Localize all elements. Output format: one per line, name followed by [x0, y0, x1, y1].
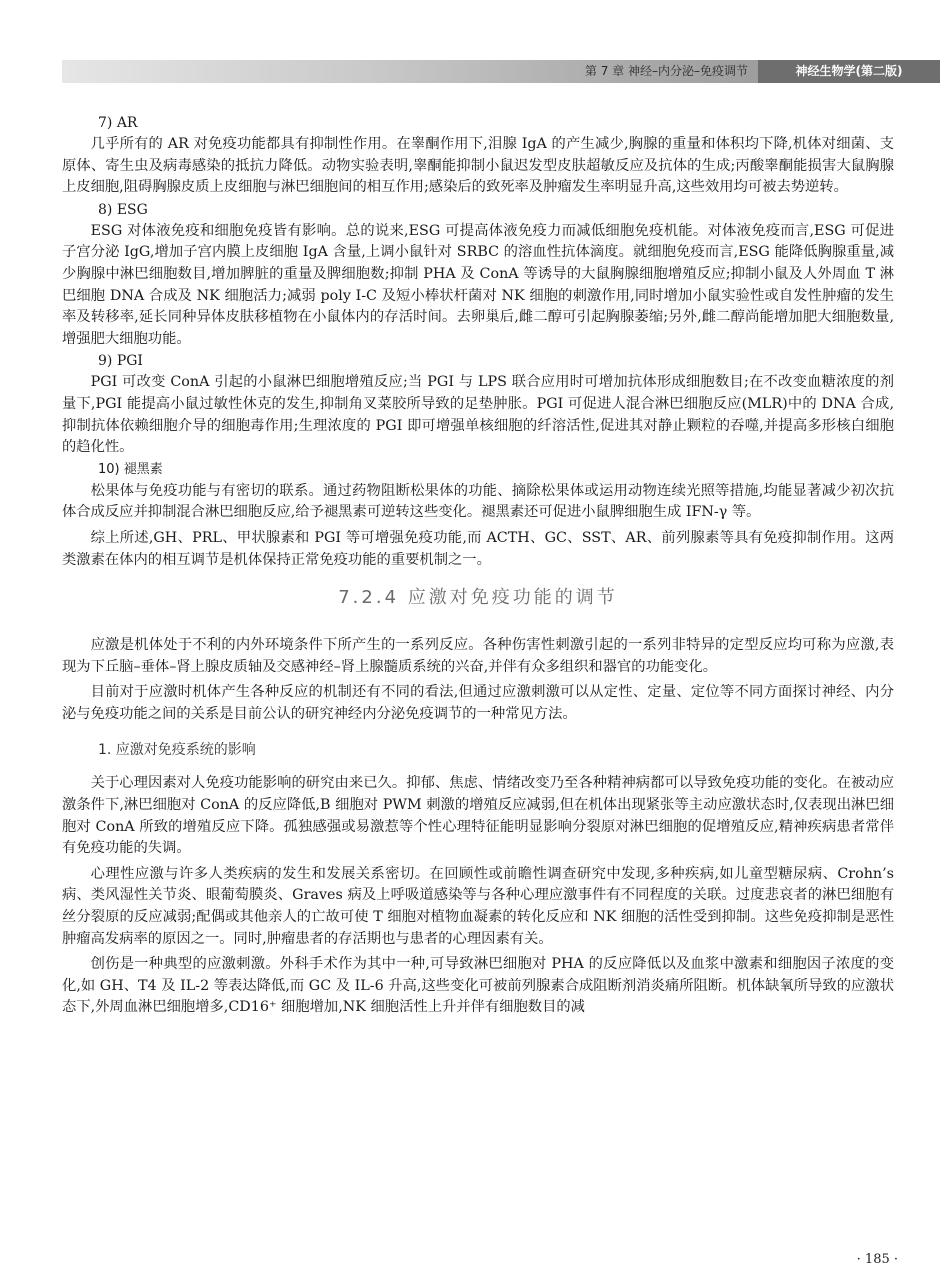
section-title-stress: 7.2.4 应激对免疫功能的调节 [338, 587, 618, 609]
paragraph-stress-methods: 目前对于应激时机体产生各种反应的机制还有不同的看法,但通过应激刺激可以从定性、定量、定位等不同方面探讨神经、内分泌与免疫功能之间的关系是目前公认的研究神经内分泌免疫调节的一种常见方法。 [62, 684, 894, 722]
header-chapter-title: 第 7 章 神经–内分泌–免疫调节 [584, 64, 748, 78]
header-book-title: 神经生物学(第二版) [758, 60, 940, 83]
paragraph-psychological-factors: 关于心理因素对人免疫功能影响的研究由来已久。抑郁、焦虑、情绪改变乃至各种精神病都可以导致免疫功能的变化。在被动应激条件下,淋巴细胞对 ConA 的反应降低,B 细胞对 PWM 刺激的增殖反应减弱,但在机体出现紧张等主动应激状态时,仅表现出淋巴细胞对 ConA 所致的增殖反应下降。孤独感强或易激惹等个性心理特征能明显影响分裂原对淋巴细胞的促增殖反应,精神疾病患者常伴有免疫功能的失调。 [62, 775, 894, 857]
paragraph-esg: ESG 对体液免疫和细胞免疫皆有影响。总的说来,ESG 可提高体液免疫力而减低细胞免疫机能。对体液免疫而言,ESG 可促进子宫分泌 IgG,增加子宫内膜上皮细胞 IgA 含量,上调小鼠针对 SRBC 的溶血性抗体滴度。就细胞免疫而言,ESG 能降低胸腺重量,减少胸腺中淋巴细胞数目,增加脾脏的重量及脾细胞数;抑制 PHA 及 ConA 等诱导的大鼠胸腺细胞增殖反应;抑制小鼠及人外周血 T 淋巴细胞 DNA 合成及 NK 细胞活力;减弱 poly I-C 及短小棒状杆菌对 NK 细胞的刺激作用,同时增加小鼠实验性或自发性肿瘤的发生率及转移率,延长同种异体皮肤移植物在小鼠体内的存活时间。去卵巢后,雌二醇可引起胸腺萎缩;另外,雌二醇尚能增加肥大细胞数量,增强肥大细胞功能。 [62, 222, 894, 347]
heading-ar: 7) AR [98, 115, 138, 131]
paragraph-stress-definition: 应激是机体处于不利的内外环境条件下所产生的一系列反应。各种伤害性刺激引起的一系列非特异的定型反应均可称为应激,表现为下丘脑–垂体–肾上腺皮质轴及交感神经–肾上腺髓质系统的兴奋,并伴有众多组织和器官的功能变化。 [62, 637, 894, 675]
paragraph-trauma: 创伤是一种典型的应激刺激。外科手术作为其中一种,可导致淋巴细胞对 PHA 的反应降低以及血浆中激素和细胞因子浓度的变化,如 GH、T4 及 IL-2 等表达降低,而 GC 及 IL-6 升高,这些变化可被前列腺素合成阻断剂消炎痛所阻断。机体缺氧所导致的应激状态下,外周血淋巴细胞增多,CD16⁺ 细胞增加,NK 细胞活性上升并伴有细胞数目的减 [62, 956, 894, 1016]
heading-pgi: 9) PGI [98, 353, 143, 370]
heading-melatonin: 10) 褪黑素 [98, 461, 163, 477]
heading-esg: 8) ESG [98, 201, 148, 218]
page-number: · 185 · [856, 1252, 898, 1267]
running-header [62, 60, 940, 83]
paragraph-melatonin: 松果体与免疫功能与有密切的联系。通过药物阻断松果体的功能、摘除松果体或运用动物连续光照等措施,均能显著减少初次抗体合成反应并抑制混合淋巴细胞反应,给予褪黑素可逆转这些变化。褪黑素还可促进小鼠脾细胞生成 IFN-γ 等。 [62, 482, 894, 521]
paragraph-pgi: PGI 可改变 ConA 引起的小鼠淋巴细胞增殖反应;当 PGI 与 LPS 联合应用时可增加抗体形成细胞数目;在不改变血糖浓度的剂量下,PGI 能提高小鼠过敏性休克的发生,抑制角叉菜胶所导致的足垫肿胀。PGI 可促进人混合淋巴细胞反应(MLR)中的 DNA 合成,抑制抗体依赖细胞介导的细胞毒作用;生理浓度的 PGI 即可增强单核细胞的纤溶活性,促进其对静止颗粒的吞噬,并提高多形核白细胞的趋化性。 [62, 374, 894, 456]
paragraph-psychological-stress: 心理性应激与许多人类疾病的发生和发展关系密切。在回顾性或前瞻性调查研究中发现,多种疾病,如儿童型糖尿病、Crohn’s 病、类风湿性关节炎、眼葡萄膜炎、Graves 病及上呼吸道感染等与各种心理应激事件有不同程度的关联。过度悲哀者的淋巴细胞有丝分裂原的反应减弱;配偶或其他亲人的亡故可使 T 细胞对植物血凝素的转化反应和 NK 细胞的活性受到抑制。这些免疫抑制是恶性肿瘤高发病率的原因之一。同时,肿瘤患者的存活期也与患者的心理因素有关。 [62, 865, 894, 947]
paragraph-summary: 综上所述,GH、PRL、甲状腺素和 PGI 等可增强免疫功能,而 ACTH、GC、SST、AR、前列腺素等具有免疫抑制作用。这两类激素在体内的相互调节是机体保持正常免疫功能的重要机制之一。 [62, 529, 894, 568]
subheading-stress-immune: 1. 应激对免疫系统的影响 [98, 742, 256, 759]
page-body [62, 112, 894, 1019]
paragraph-ar: 几乎所有的 AR 对免疫功能都具有抑制性作用。在睾酮作用下,泪腺 IgA 的产生减少,胸腺的重量和体积均下降,机体对细菌、支原体、寄生虫及病毒感染的抵抗力降低。动物实验表明,睾酮能抑制小鼠迟发型皮肤超敏反应及抗体的生成;丙酸睾酮能损害大鼠胸腺上皮细胞,阻碍胸腺皮质上皮细胞与淋巴细胞间的相互作用;感染后的致死率及肿瘤发生率明显升高,这些效用均可被去势逆转。 [62, 136, 894, 196]
